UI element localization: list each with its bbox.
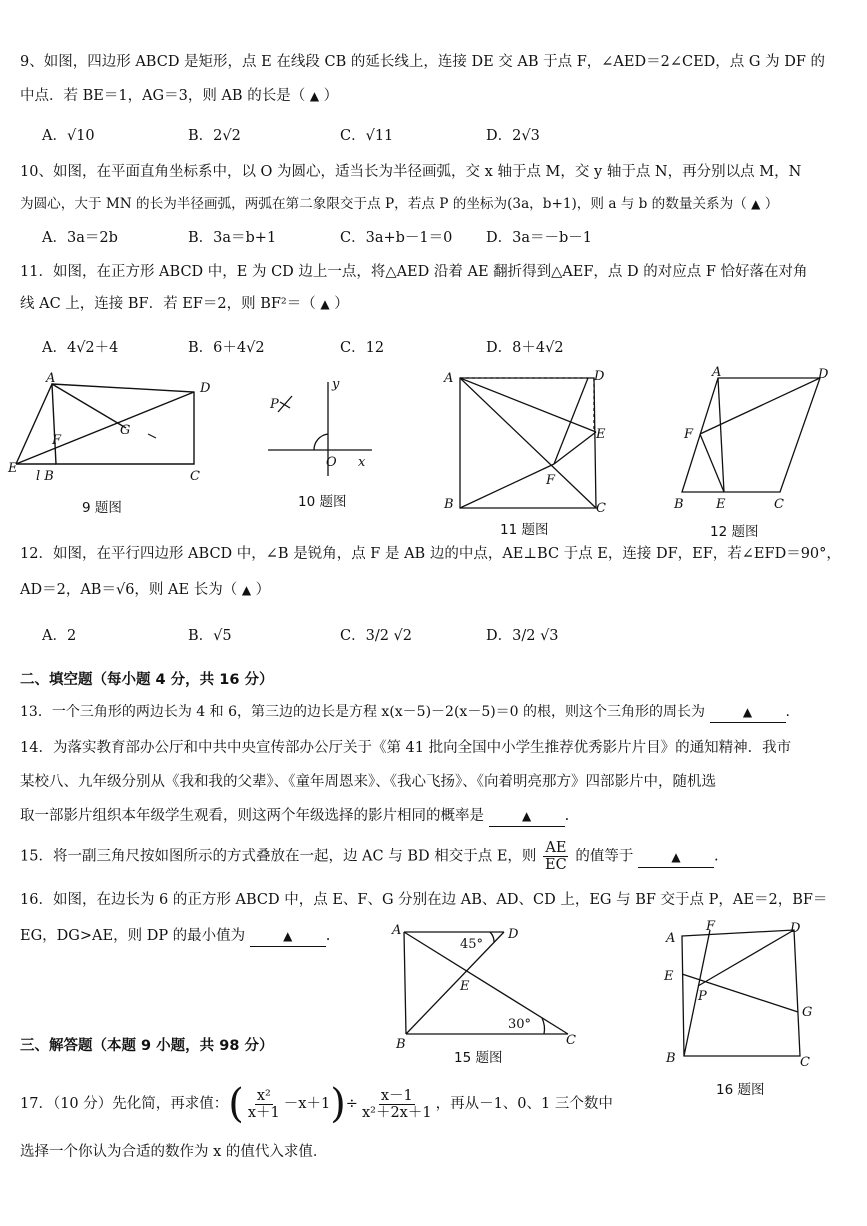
- q9-line2-close: ）: [323, 88, 339, 104]
- q9-line2-text: 中点．若 BE＝1，AG＝3，则 AB 的长是（: [20, 88, 306, 104]
- q17-fraction-1: [246, 1088, 282, 1121]
- caption-figure-11: 11 题图: [500, 522, 549, 538]
- angle-30-label: 30°: [508, 1017, 532, 1032]
- q12-line2-text: AD＝2，AB＝√6，则 AE 长为（: [20, 582, 238, 598]
- figure-11: [440, 368, 620, 516]
- svg-text:x: x: [358, 455, 366, 470]
- q16-line2-text: EG，DG>AE，则 DP 的最小值为: [20, 928, 246, 944]
- q13-text: 13．一个三角形的两边长为 4 和 6，第三边的边长是方程 x(x－5)－2(x－5)＝0 的根，则这个三角形的周长为: [20, 704, 706, 720]
- q15-text-a: 15．将一副三角尺按如图所示的方式叠放在一起，边 AC 与 BD 相交于点 E，则: [20, 848, 537, 865]
- svg-text:y: y: [332, 377, 340, 392]
- svg-text:A: A: [666, 931, 676, 946]
- angle-45-arc: [490, 932, 494, 942]
- svg-text:E: E: [460, 979, 470, 994]
- q11-line2-text: 线 AC 上，连接 BF．若 EF＝2，则 BF²＝（: [20, 296, 316, 312]
- q9-line2: [20, 86, 338, 106]
- segment-ae: [460, 378, 596, 432]
- svg-text:F: F: [52, 433, 62, 448]
- q9-option-b: B．2√2: [188, 128, 241, 144]
- svg-text:C: C: [596, 501, 606, 516]
- q17-fraction-2: [360, 1088, 434, 1121]
- right-paren: ): [330, 1081, 346, 1127]
- svg-text:E: E: [596, 427, 606, 442]
- q17-text-a: 17．（10 分）先化简，再求值：: [20, 1096, 229, 1112]
- answer-marker: ▲: [742, 705, 753, 719]
- parallelogram-abcd: [682, 378, 820, 492]
- segment-bf: [460, 464, 554, 508]
- svg-text:B: B: [666, 1051, 676, 1066]
- q10-line2-text: 为圆心，大于 MN 的长为半径画弧，两弧在第二象限交于点 P，若点 P 的坐标为(3a，b+1)，则 a 与 b 的数量关系为（: [20, 196, 747, 212]
- caption-figure-10: 10 题图: [298, 494, 347, 510]
- q9-option-c: C．√11: [340, 128, 394, 144]
- answer-marker: ▲: [309, 89, 320, 103]
- answer-marker: ▲: [521, 809, 532, 823]
- segment-ab: [404, 932, 406, 1034]
- q12-option-d: D．3/2 √3: [486, 628, 559, 644]
- q11-line1: 11．如图，在正方形 ABCD 中，E 为 CD 边上一点，将△AED 沿着 AE 翻折得到△AEF，点 D 的对应点 F 恰好落在对角: [20, 264, 808, 280]
- section-3-heading: 三、解答题（本题 9 小题，共 98 分）: [20, 1038, 274, 1054]
- q17-fraction-1-numerator: x²: [256, 1087, 271, 1104]
- angle-30-arc: [542, 1018, 544, 1034]
- segment-fe: [700, 434, 724, 492]
- svg-text:G: G: [802, 1005, 813, 1020]
- q11-line2-close: ）: [334, 296, 349, 312]
- svg-text:D: D: [818, 367, 829, 382]
- segment-de: [16, 392, 194, 464]
- svg-text:F: F: [706, 919, 716, 934]
- q11-option-c: C．12: [340, 340, 385, 356]
- svg-text:O: O: [326, 455, 337, 470]
- svg-text:A: A: [392, 923, 402, 938]
- q16-answer-blank: [250, 926, 326, 947]
- q17-expr1-rest: －x＋1: [283, 1096, 331, 1112]
- q15-text-b: 的值等于: [575, 848, 634, 865]
- arc-mn: [314, 434, 328, 450]
- svg-text:B: B: [396, 1037, 406, 1052]
- q12-line1: 12．如图，在平行四边形 ABCD 中，∠B 是锐角，点 F 是 AB 边的中点，AE⊥BC 于点 E，连接 DF，EF，若∠EFD＝90°，: [20, 546, 841, 562]
- q14-line3-text: 取一部影片组织本年级学生观看，则这两个年级选择的影片相同的概率是: [20, 808, 484, 824]
- q15-line: 15．将一副三角尺按如图所示的方式叠放在一起，边 AC 与 BD 相交于点 E，则 $\frac{AE}{EC}$ 的值等于 ▲ .: [20, 840, 719, 873]
- q14-line3: 取一部影片组织本年级学生观看，则这两个年级选择的影片相同的概率是 ▲ .: [20, 806, 569, 827]
- left-paren: (: [228, 1081, 244, 1127]
- segment-ac: [404, 932, 568, 1034]
- angle-45-label: 45°: [460, 937, 484, 952]
- q15-fraction: [543, 840, 569, 873]
- svg-text:P: P: [698, 989, 707, 1004]
- figure-16: [662, 920, 822, 1070]
- q12-option-c: C．3/2 √2: [340, 628, 413, 644]
- svg-text:C: C: [774, 497, 784, 512]
- svg-text:A: A: [46, 371, 56, 386]
- q17-fraction-2-numerator: x－1: [380, 1087, 413, 1104]
- q12-option-a: A．2: [42, 628, 77, 644]
- q15-answer-blank: [638, 847, 714, 868]
- q11-option-b: B．6＋4√2: [188, 340, 265, 356]
- svg-text:F: F: [684, 427, 694, 442]
- segment-ag: [52, 384, 126, 428]
- q11-option-d: D．8＋4√2: [486, 340, 564, 356]
- q17-line1: [20, 1081, 613, 1127]
- q10-line2-close: ）: [764, 196, 779, 212]
- q11-line2: [20, 294, 349, 314]
- figure-15: [392, 920, 592, 1050]
- q16-line2: EG，DG>AE，则 DP 的最小值为 ▲ .: [20, 926, 330, 947]
- svg-text:D: D: [594, 369, 605, 384]
- answer-marker: ▲: [671, 849, 681, 864]
- q14-answer-blank: [489, 806, 565, 827]
- q12-line2: [20, 580, 270, 600]
- q9-option-d: D．2√3: [486, 128, 540, 144]
- svg-text:C: C: [190, 469, 200, 484]
- svg-text:B: B: [444, 497, 454, 512]
- q9-option-a: A．√10: [42, 128, 95, 144]
- q10-option-a: A．3a＝2b: [42, 230, 118, 246]
- caption-figure-9: 9 题图: [82, 500, 122, 516]
- figure-10: [262, 378, 382, 478]
- svg-text:E: E: [664, 969, 674, 984]
- svg-text:B: B: [674, 497, 684, 512]
- mark: [148, 434, 156, 438]
- q15-fraction-numerator: AE: [545, 840, 567, 856]
- q10-option-d: D．3a＝－b－1: [486, 230, 593, 246]
- q10-option-b: B．3a＝b+1: [188, 230, 277, 246]
- figure-9: [8, 371, 211, 484]
- q14-line2: 某校八、九年级分别从《我和我的父辈》、《童年周恩来》、《我心飞扬》、《向着明亮那方》四部影片中，随机选: [20, 774, 716, 790]
- segment-ae: [718, 378, 724, 492]
- caption-figure-15: 15 题图: [454, 1050, 503, 1066]
- q11-option-a: A．4√2＋4: [42, 340, 119, 356]
- q12-option-b: B．√5: [188, 628, 232, 644]
- answer-marker: ▲: [320, 297, 330, 311]
- svg-text:A: A: [712, 365, 722, 380]
- q10-line2: [20, 194, 778, 214]
- answer-marker: ▲: [241, 583, 252, 597]
- svg-text:F: F: [546, 473, 556, 488]
- caption-figure-16: 16 题图: [716, 1082, 765, 1098]
- q17-text-b: ，再从－1、0、1 三个数中: [435, 1096, 613, 1112]
- svg-text:D: D: [508, 927, 519, 942]
- q12-line2-close: ）: [255, 582, 271, 598]
- q16-line1: 16．如图，在边长为 6 的正方形 ABCD 中，点 E、F、G 分别在边 AB、AD、CD 上，EG 与 BF 交于点 P，AE＝2，BF＝: [20, 892, 828, 908]
- svg-text:C: C: [800, 1055, 810, 1070]
- svg-text:D: D: [200, 381, 211, 396]
- diagonal-ac: [460, 378, 596, 508]
- q14-line1: 14．为落实教育部办公厅和中共中央宣传部办公厅关于《第 41 批向全国中小学生推荐优秀影片片目》的通知精神．我市: [20, 740, 792, 756]
- svg-text:P: P: [270, 397, 279, 412]
- segment-dp: [698, 930, 794, 986]
- q15-fraction-denominator: EC: [545, 857, 567, 873]
- q10-option-c: C．3a+b－1＝0: [340, 230, 453, 246]
- svg-text:D: D: [790, 921, 801, 936]
- svg-text:E: E: [8, 461, 18, 476]
- section-2-heading: 二、填空题（每小题 4 分，共 16 分）: [20, 672, 274, 688]
- q13-answer-blank: [710, 702, 786, 723]
- figure-12: [670, 364, 850, 512]
- q17-divide: ÷: [345, 1096, 358, 1112]
- arc-p1: [278, 396, 292, 412]
- caption-figure-12: 12 题图: [710, 524, 759, 540]
- q17-fraction-1-denominator: x＋1: [247, 1104, 280, 1121]
- svg-text:A: A: [444, 371, 454, 386]
- answer-marker: ▲: [283, 929, 293, 943]
- svg-text:G: G: [120, 423, 131, 438]
- svg-text:E: E: [716, 497, 726, 512]
- segment-bd: [406, 932, 504, 1034]
- svg-text:l B: l B: [36, 469, 54, 484]
- q17-fraction-2-denominator: x²＋2x＋1: [361, 1104, 432, 1121]
- q9-line1: 9、如图，四边形 ABCD 是矩形，点 E 在线段 CB 的延长线上，连接 DE 交 AB 于点 F，∠AED＝2∠CED，点 G 为 DF 的: [20, 54, 825, 70]
- q17-line2: 选择一个你认为合适的数作为 x 的值代入求值．: [20, 1144, 328, 1160]
- svg-text:C: C: [566, 1033, 576, 1048]
- answer-marker: ▲: [751, 197, 761, 211]
- q13-line: 13．一个三角形的两边长为 4 和 6，第三边的边长是方程 x(x－5)－2(x－5)＝0 的根，则这个三角形的周长为 ▲ .: [20, 702, 790, 723]
- q10-line1: 10、如图，在平面直角坐标系中，以 O 为圆心，适当长为半径画弧，交 x 轴于点 M，交 y 轴于点 N，再分别以点 M，N: [20, 164, 802, 180]
